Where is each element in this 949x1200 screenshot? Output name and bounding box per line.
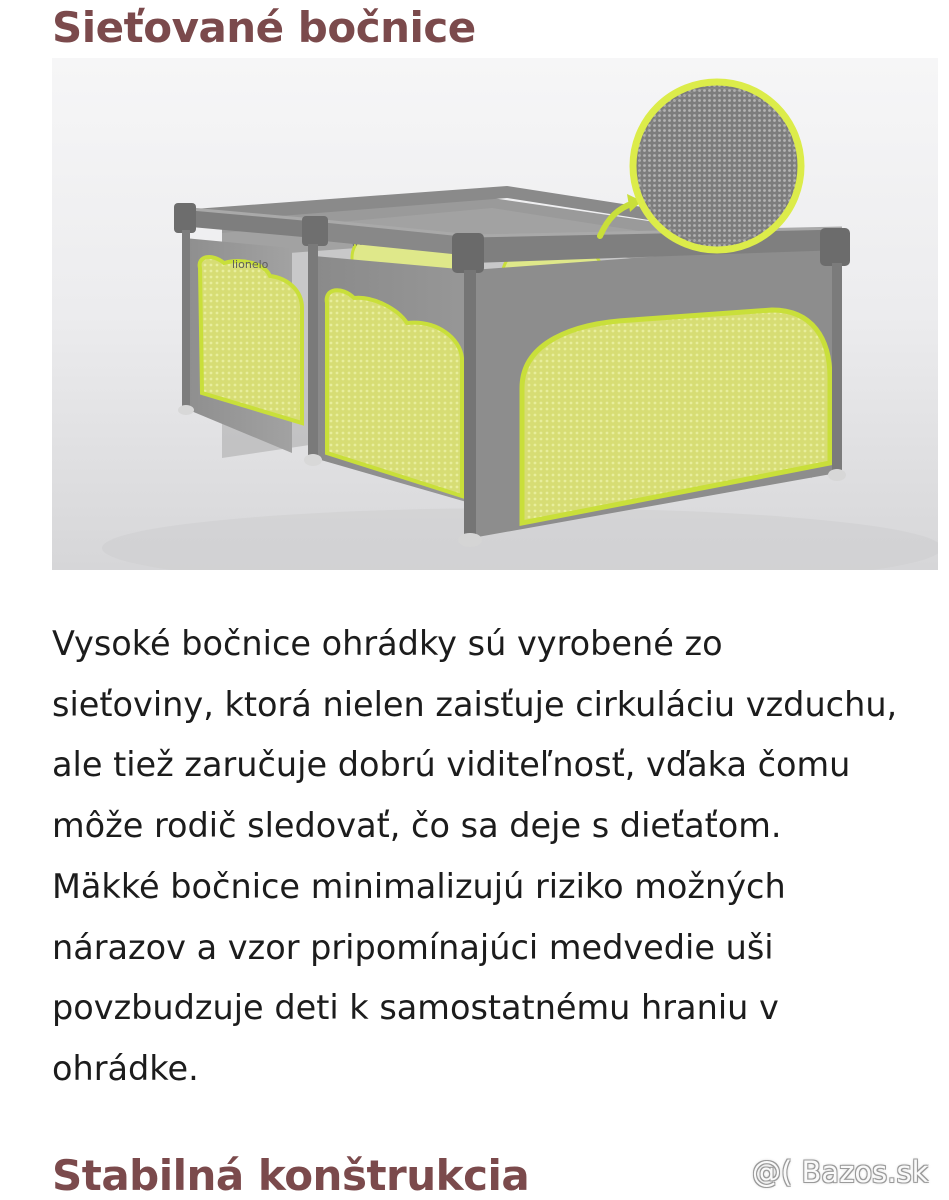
description-line: Mäkké bočnice minimalizujú riziko možných bbox=[52, 866, 786, 906]
section-heading-stable-construction: Stabilná konštrukcia bbox=[52, 1151, 530, 1200]
description-line: ohrádke. bbox=[52, 1048, 199, 1088]
product-photo bbox=[52, 58, 938, 570]
brand-label-side: lionelo bbox=[232, 258, 269, 271]
section-heading-mesh-sides: Sieťované bočnice bbox=[52, 3, 476, 52]
description-line: môže rodič sledovať, čo sa deje s dieťaťom. bbox=[52, 806, 782, 846]
section-description bbox=[52, 614, 942, 1100]
description-line: Vysoké bočnice ohrádky sú vyrobené zo bbox=[52, 624, 723, 663]
bazos-watermark: @( Bazos.sk bbox=[752, 1155, 929, 1189]
description-line: ale tiež zaručuje dobrú viditeľnosť, vďaka čomu bbox=[52, 745, 851, 785]
description-line: povzbudzuje deti k samostatnému hraniu v bbox=[52, 988, 779, 1028]
description-line: nárazov a vzor pripomínajúci medvedie uši bbox=[52, 927, 774, 967]
playpen-illustration bbox=[52, 58, 938, 570]
description-line: sieťoviny, ktorá nielen zaisťuje cirkuláciu vzduchu, bbox=[52, 684, 898, 724]
